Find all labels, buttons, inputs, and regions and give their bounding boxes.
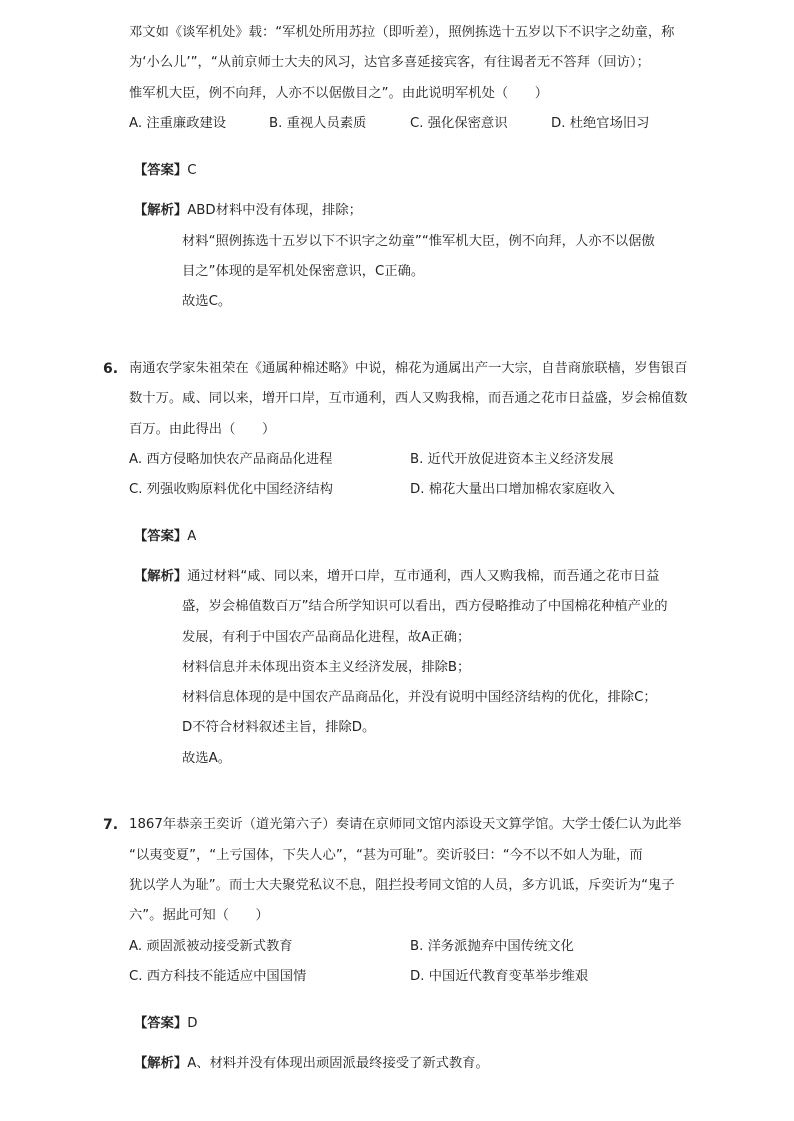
question-7-stem-line-2: “以夷变夏”，“上亏国体，下失人心”，“甚为可耻”。奕䜣驳曰：“今不以不如人为耻，而 <box>129 848 643 863</box>
question-6-option-b[interactable]: B. 近代开放促进资本主义经济发展 <box>410 452 614 467</box>
question-6-number: 6. <box>103 361 119 377</box>
answer-label: 【答案】 <box>134 163 188 178</box>
question-7-answer <box>134 1014 197 1034</box>
analysis-line: 材料信息并未体现出资本主义经济发展，排除B； <box>182 660 471 675</box>
analysis-text: ABD材料中没有体现，排除； <box>187 203 362 218</box>
analysis-label: 【解析】 <box>134 569 188 584</box>
answer-value: C <box>187 163 197 178</box>
question-5-option-b[interactable]: B. 重视人员素质 <box>269 116 367 131</box>
question-5-option-d[interactable]: D. 杜绝官场旧习 <box>551 116 650 131</box>
question-6-option-a[interactable]: A. 西方侵略加快农产品商品化进程 <box>129 452 333 467</box>
analysis-line: 盛，岁会棉值数百万”结合所学知识可以看出，西方侵略推动了中国棉花种植产业的 <box>182 599 668 614</box>
question-7-stem-line-1: 1867年恭亲王奕䜣（道光第六子）奏请在京师同文馆内添设天文算学馆。大学士倭仁认为此举 <box>129 817 682 832</box>
question-5-option-a[interactable]: A. 注重廉政建设 <box>129 116 227 131</box>
question-5-stem-line-1: 邓文如《谈军机处》载：“军机处所用苏拉（即听差），照例拣选十五岁以下不识字之幼童，称 <box>129 25 675 40</box>
answer-value: A <box>187 529 197 544</box>
analysis-line: D不符合材料叙述主旨，排除D。 <box>182 720 376 735</box>
analysis-line: 故选A。 <box>182 751 231 766</box>
question-6-stem-line-2: 数十万。咸、同以来，增开口岸，互市通利，西人又购我棉，而吾通之花市日益盛，岁会棉值数 <box>129 391 688 406</box>
question-5-stem-line-2: 为‘小么儿’”，“从前京师士大夫的风习，达官多喜延接宾客，有往谒者无不答拜（回访）； <box>129 55 650 70</box>
question-7-number: 7. <box>103 817 119 833</box>
analysis-first-line <box>134 1054 489 1074</box>
question-7-stem-line-3: 犹以学人为耻”。而士大夫聚党私议不息，阻拦投考同文馆的人员，多方讥诋，斥奕䜣为“鬼子 <box>129 878 675 893</box>
question-7-option-a[interactable]: A. 顽固派被动接受新式教育 <box>129 939 293 954</box>
question-5-option-c[interactable]: C. 强化保密意识 <box>410 116 508 131</box>
answer-label: 【答案】 <box>134 1016 188 1031</box>
analysis-line: 故选C。 <box>182 294 232 309</box>
analysis-line: 发展，有利于中国农产品商品化进程，故A正确； <box>182 630 471 645</box>
analysis-text: A、材料并没有体现出顽固派最终接受了新式教育。 <box>187 1056 489 1071</box>
analysis-label: 【解析】 <box>134 203 188 218</box>
analysis-line: 材料信息体现的是中国农产品商品化，并没有说明中国经济结构的优化，排除C； <box>182 690 657 705</box>
question-6-option-d[interactable]: D. 棉花大量出口增加棉农家庭收入 <box>410 482 615 497</box>
question-7-option-c[interactable]: C. 西方科技不能适应中国国情 <box>129 969 307 984</box>
question-6-option-c[interactable]: C. 列强收购原料优化中国经济结构 <box>129 482 333 497</box>
question-6-stem-line-3: 百万。由此得出（ ） <box>129 422 276 437</box>
question-5-answer <box>134 161 196 181</box>
analysis-text: 通过材料“咸、同以来，增开口岸，互市通利，西人又购我棉，而吾通之花市日益 <box>187 569 660 584</box>
answer-label: 【答案】 <box>134 529 188 544</box>
analysis-line: 材料“照例拣选十五岁以下不识字之幼童”“惟军机大臣，例不向拜，人亦不以倨傲 <box>182 234 655 249</box>
question-7-option-d[interactable]: D. 中国近代教育变革举步维艰 <box>410 969 589 984</box>
analysis-line: 目之”体现的是军机处保密意识，C正确。 <box>182 264 425 279</box>
question-5-stem-line-3: 惟军机大臣，例不向拜，人亦不以倨傲目之”。由此说明军机处（ ） <box>129 86 549 101</box>
question-7-stem-line-4: 六”。据此可知（ ） <box>129 908 269 923</box>
answer-value: D <box>187 1016 198 1031</box>
analysis-label: 【解析】 <box>134 1056 188 1071</box>
analysis-first-line <box>134 567 659 587</box>
question-6-stem-line-1: 南通农学家朱祖荣在《通属种棉述略》中说，棉花为通属出产一大宗，自昔商旅联樯，岁售银百 <box>129 361 688 376</box>
question-6-answer <box>134 527 196 547</box>
analysis-first-line <box>134 201 362 221</box>
question-7-option-b[interactable]: B. 洋务派抛弃中国传统文化 <box>410 939 574 954</box>
